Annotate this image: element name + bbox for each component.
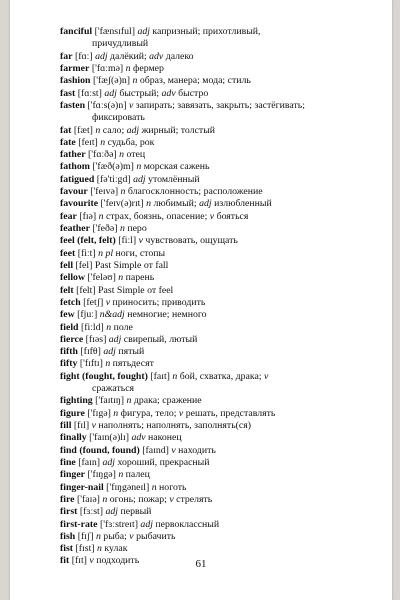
dictionary-entry — [60, 543, 360, 555]
dictionary-entry — [60, 285, 360, 297]
transcription: ['fɜːstreɪt] — [99, 518, 138, 530]
part-of-speech: n — [106, 321, 112, 333]
transcription: ['faɪə] — [76, 493, 100, 505]
part-of-speech: n — [95, 124, 101, 136]
headword: first — [60, 506, 78, 518]
definition-continuation: фиксировать — [92, 112, 145, 124]
headword: field — [60, 321, 79, 333]
dictionary-entry — [60, 51, 360, 63]
entry-line — [60, 457, 360, 469]
headword: fast — [60, 87, 76, 99]
transcription: ['feðə] — [92, 223, 118, 234]
definition: быстрый; — [119, 87, 160, 99]
part-of-speech: adj — [199, 198, 212, 210]
entry-line — [60, 26, 360, 38]
book-page — [10, 0, 392, 600]
headword: felt — [60, 284, 74, 296]
dictionary-entry — [60, 506, 360, 518]
dictionary-entry — [60, 408, 360, 420]
dictionary-entry — [60, 248, 360, 260]
definition: хороший, прекрасный — [117, 456, 210, 468]
part-of-speech: n — [151, 481, 157, 493]
transcription: [felt] — [76, 284, 96, 296]
part-of-speech: n — [172, 370, 178, 382]
part-of-speech: v — [171, 444, 176, 456]
entry-line — [60, 149, 360, 161]
transcription: ['feɪvə] — [90, 186, 119, 198]
definition: перо — [127, 223, 147, 234]
definition: морская сажень — [143, 161, 210, 173]
part-of-speech: n — [118, 469, 124, 481]
part-of-speech: n — [125, 62, 131, 74]
part-of-speech: v — [178, 407, 184, 419]
definition: палец — [125, 469, 150, 481]
definition: отец — [126, 149, 146, 161]
entry-line — [60, 346, 360, 358]
dictionary-entry — [60, 469, 360, 481]
headword: finger-nail — [60, 481, 104, 493]
definition: излюбленный — [214, 198, 272, 210]
part-of-speech: adv — [149, 50, 164, 62]
headword: finger — [60, 469, 86, 481]
entry-line — [60, 100, 360, 112]
headword: feet — [60, 247, 76, 259]
definition: решать, представлять — [185, 407, 276, 419]
part-of-speech: adj — [102, 456, 115, 468]
transcription: ['feləʊ] — [87, 272, 116, 284]
definition: далёкий; — [110, 50, 147, 62]
part-of-speech: v — [89, 555, 94, 567]
transcription: [fjuː] — [77, 309, 98, 321]
definition: рыба; — [103, 530, 127, 542]
definition: кулак — [104, 543, 128, 555]
part-of-speech: n — [105, 358, 111, 370]
definition: огонь; пожар; — [109, 493, 167, 505]
part-of-speech: adj — [95, 50, 108, 62]
transcription: ['fænsɪful] — [94, 26, 135, 37]
transcription: ['fɪgə] — [87, 407, 111, 419]
definition: Past Simple от fall — [94, 259, 169, 271]
dictionary-entry — [60, 63, 360, 75]
entry-line — [60, 432, 360, 444]
part-of-speech: adj — [103, 346, 116, 358]
definition: подходить — [96, 555, 140, 567]
transcription: [fə'tiːgd] — [96, 173, 131, 185]
definition: приносить; приводить — [112, 296, 206, 308]
transcription: [fɪl] — [73, 420, 90, 431]
part-of-speech: adj — [105, 506, 119, 518]
transcription: [fiːld] — [80, 321, 104, 333]
part-of-speech: n pl — [98, 247, 114, 259]
page-number: 61 — [195, 558, 207, 570]
entry-line — [60, 531, 360, 543]
part-of-speech: v — [264, 370, 269, 382]
dictionary-entry — [60, 531, 360, 543]
transcription: [faɪt] — [150, 370, 170, 382]
entry-line — [60, 543, 360, 555]
entry-line — [60, 297, 360, 309]
dictionary-entries — [60, 26, 360, 568]
entry-line — [60, 88, 360, 100]
transcription: [fɪə] — [79, 210, 97, 222]
definition: сало; — [102, 124, 125, 136]
part-of-speech: n&adj — [99, 309, 125, 321]
definition: судьба, рок — [107, 136, 155, 148]
definition-continuation: причудливый — [92, 38, 149, 50]
entry-line — [60, 272, 360, 284]
part-of-speech: n — [102, 493, 108, 505]
headword: feather — [60, 223, 90, 234]
entry-line — [60, 285, 360, 297]
part-of-speech: v — [209, 210, 215, 222]
part-of-speech: n — [136, 161, 142, 173]
transcription: [fɑː] — [74, 50, 93, 62]
definition: утомлённый — [148, 173, 200, 185]
dictionary-entry — [60, 149, 360, 161]
dictionary-entry — [60, 322, 360, 334]
dictionary-entry — [60, 420, 360, 432]
entry-line — [60, 51, 360, 63]
transcription: ['fɑːs(ə)n] — [87, 99, 127, 111]
dictionary-entry — [60, 519, 360, 531]
dictionary-entry — [60, 272, 360, 284]
dictionary-entry — [60, 309, 360, 321]
definition: стрелять — [176, 493, 213, 505]
headword: feel (felt, felt) — [60, 235, 116, 247]
headword: fist — [60, 543, 74, 555]
dictionary-entry — [60, 482, 360, 494]
part-of-speech: n — [146, 198, 152, 210]
entry-line — [60, 137, 360, 149]
dictionary-entry — [60, 346, 360, 358]
dictionary-entry — [60, 137, 360, 149]
part-of-speech: n — [97, 543, 102, 555]
entry-line — [60, 482, 360, 494]
dictionary-entry — [60, 100, 360, 125]
dictionary-entry — [60, 235, 360, 247]
part-of-speech: adj — [133, 173, 146, 185]
headword: fifth — [60, 346, 78, 358]
definition: жирный; толстый — [141, 124, 216, 136]
headword: first-rate — [60, 518, 98, 530]
entry-line — [60, 125, 360, 137]
part-of-speech: adj — [108, 333, 122, 345]
headword: finally — [60, 432, 87, 444]
headword: fill — [60, 420, 72, 431]
dictionary-entry — [60, 334, 360, 346]
headword: fish — [60, 530, 76, 542]
transcription: [fel] — [75, 259, 93, 271]
transcription: [feɪt] — [78, 136, 98, 148]
entry-line — [60, 309, 360, 321]
dictionary-entry — [60, 75, 360, 87]
definition: страх, боязнь, опасение; — [105, 210, 208, 222]
entry-line — [60, 408, 360, 420]
transcription: ['fɑːðə] — [88, 149, 117, 161]
definition: Past Simple от feel — [98, 284, 174, 296]
part-of-speech: n — [126, 395, 132, 407]
headword: favourite — [60, 198, 99, 210]
transcription: [fɪst] — [75, 543, 95, 555]
part-of-speech: adv — [131, 432, 146, 444]
headword: fine — [60, 456, 76, 468]
part-of-speech: adj — [104, 87, 117, 99]
headword: far — [60, 50, 73, 62]
entry-line — [60, 260, 360, 272]
definition: фермер — [133, 62, 164, 74]
headword: fanciful — [60, 26, 93, 37]
definition: фигура, тело; — [120, 407, 177, 419]
definition: наконец — [148, 432, 182, 444]
headword: fetch — [60, 296, 81, 308]
transcription: [fæt] — [73, 124, 93, 136]
definition: свирепый, лютый — [123, 333, 198, 345]
part-of-speech: n — [95, 530, 101, 542]
part-of-speech: v — [169, 493, 174, 505]
part-of-speech: n — [119, 223, 125, 234]
definition: пятьдесят — [112, 358, 154, 370]
transcription: [fɪt] — [71, 555, 87, 567]
dictionary-entry — [60, 260, 360, 272]
headword: fat — [60, 124, 72, 136]
part-of-speech: v — [128, 99, 134, 111]
transcription: [fɪfθ] — [80, 346, 101, 358]
entry-line — [60, 445, 360, 457]
definition: первоклассный — [155, 518, 220, 530]
definition: рыбачить — [136, 530, 176, 542]
part-of-speech: v — [138, 235, 143, 247]
definition: любимый; — [153, 198, 197, 210]
part-of-speech: n — [118, 272, 124, 284]
headword: fell — [60, 259, 74, 271]
transcription: ['faɪtɪŋ] — [95, 395, 125, 407]
entry-line — [60, 186, 360, 198]
definition-continuation: сражаться — [92, 383, 135, 395]
headword: fierce — [60, 333, 84, 345]
part-of-speech: adv — [161, 87, 176, 99]
transcription: ['fɪŋgəneɪl] — [106, 481, 150, 493]
headword: fate — [60, 136, 76, 148]
headword: fashion — [60, 75, 91, 87]
dictionary-entry — [60, 457, 360, 469]
headword: fight (fought, fought) — [60, 370, 148, 382]
definition: запирать; завязать, закрыть; застёгивать; — [135, 99, 305, 111]
entry-line — [60, 494, 360, 506]
entry-line — [60, 248, 360, 260]
definition: драка; сражение — [133, 395, 202, 407]
part-of-speech: adj — [140, 518, 153, 530]
part-of-speech: adj — [126, 124, 140, 136]
definition: бояться — [216, 210, 249, 222]
definition: немногие; немного — [127, 309, 207, 321]
dictionary-entry — [60, 88, 360, 100]
entry-line — [60, 198, 360, 210]
headword: fellow — [60, 272, 86, 284]
headword: farmer — [60, 62, 90, 74]
definition: ноготь — [159, 481, 187, 493]
transcription: [fɜːst] — [79, 506, 104, 518]
transcription: ['fæð(ə)m] — [92, 161, 134, 173]
definition: бой, схватка, драка; — [179, 370, 262, 382]
headword: figure — [60, 407, 85, 419]
transcription: ['fɪftɪ] — [79, 358, 103, 370]
dictionary-entry — [60, 494, 360, 506]
transcription: [faɪn] — [78, 456, 100, 468]
entry-line — [60, 334, 360, 346]
part-of-speech: v — [91, 420, 96, 431]
dictionary-entry — [60, 161, 360, 173]
headword: fathom — [60, 161, 90, 173]
definition: находить — [178, 444, 216, 456]
entry-line — [60, 235, 360, 247]
dictionary-entry — [60, 198, 360, 210]
entry-line — [60, 63, 360, 75]
definition: наполнять; наполнять, заполнять(ся) — [98, 420, 252, 431]
entry-line — [60, 519, 360, 531]
entry-line — [60, 174, 360, 186]
dictionary-entry — [60, 358, 360, 370]
dictionary-entry — [60, 395, 360, 407]
entry-line — [60, 358, 360, 370]
transcription: ['fæʃ(ə)n] — [92, 75, 131, 87]
part-of-speech: v — [105, 296, 111, 308]
part-of-speech: n — [98, 210, 104, 222]
dictionary-entry — [60, 186, 360, 198]
dictionary-entry — [60, 125, 360, 137]
dictionary-entry — [60, 26, 360, 51]
headword: fighting — [60, 395, 93, 407]
entry-line — [60, 223, 360, 235]
dictionary-entry — [60, 371, 360, 396]
definition: пятый — [118, 346, 145, 358]
part-of-speech: adj — [137, 26, 150, 37]
transcription: [fetʃ] — [83, 296, 104, 308]
definition: чувствовать, ощущать — [145, 235, 238, 247]
headword: fifty — [60, 358, 78, 370]
definition: благосклонность; расположение — [127, 186, 263, 198]
headword: fatigued — [60, 173, 95, 185]
transcription: [fɑːst] — [77, 87, 102, 99]
transcription: [fiːt] — [77, 247, 96, 259]
transcription: ['feɪv(ə)rɪt] — [100, 198, 144, 210]
headword: fit — [60, 555, 70, 567]
headword: few — [60, 309, 75, 321]
entry-line — [60, 469, 360, 481]
entry-line — [60, 75, 360, 87]
entry-line — [60, 420, 360, 432]
headword: fear — [60, 210, 77, 222]
entry-line — [60, 322, 360, 334]
transcription: [fɪʃ] — [77, 530, 94, 542]
transcription: ['faɪn(ə)lɪ] — [89, 432, 129, 444]
dictionary-entry — [60, 223, 360, 235]
part-of-speech: v — [129, 530, 134, 542]
definition: далеко — [165, 50, 194, 62]
entry-line — [60, 371, 360, 383]
headword: father — [60, 149, 86, 161]
transcription: [fɪəs] — [85, 333, 107, 345]
definition: ноги, стопы — [115, 247, 166, 259]
definition: поле — [113, 321, 133, 333]
entry-line — [60, 506, 360, 518]
transcription: ['fɑːmə] — [91, 62, 124, 74]
dictionary-entry — [60, 297, 360, 309]
transcription: ['fɪŋgə] — [87, 469, 116, 481]
definition: первый — [120, 506, 152, 518]
headword: fire — [60, 493, 75, 505]
entry-line — [60, 395, 360, 407]
definition: парень — [125, 272, 155, 284]
part-of-speech: n — [120, 186, 126, 198]
definition: образ, манера; мода; стиль — [139, 75, 251, 87]
definition: быстро — [178, 87, 209, 99]
part-of-speech: n — [113, 407, 119, 419]
dictionary-entry — [60, 432, 360, 444]
dictionary-entry — [60, 445, 360, 457]
definition: капризный; прихотливый, — [152, 26, 261, 37]
transcription: [fiːl] — [118, 235, 137, 247]
part-of-speech: n — [132, 75, 138, 87]
transcription: [faɪnd] — [142, 444, 169, 456]
entry-line — [60, 161, 360, 173]
part-of-speech: n — [100, 136, 106, 148]
headword: find (found, found) — [60, 444, 140, 456]
headword: fasten — [60, 99, 86, 111]
dictionary-entry — [60, 211, 360, 223]
headword: favour — [60, 186, 88, 198]
part-of-speech: n — [119, 149, 125, 161]
dictionary-entry — [60, 174, 360, 186]
entry-line — [60, 211, 360, 223]
